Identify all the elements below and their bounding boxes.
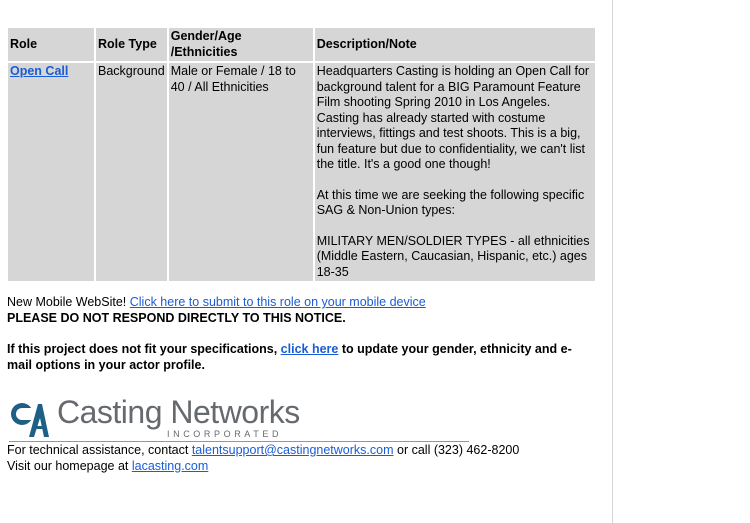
description-paragraph-3: MILITARY MEN/SOLDIER TYPES - all ethnicities (Middle Eastern, Caucasian, Hispanic, etc.) ages 18-35: [316, 233, 590, 279]
description-paragraph-2: At this time we are seeking the following specific SAG & Non-Union types:: [316, 187, 585, 217]
header-gender-age-line2: /Ethnicities: [170, 44, 238, 59]
logo-mark-icon: [9, 398, 49, 438]
tech-support-line: [7, 443, 519, 459]
home-prefix: Visit our homepage at: [7, 458, 129, 473]
update-profile-link[interactable]: click here: [280, 342, 339, 356]
cell-description: [315, 63, 595, 281]
logo-underline: [9, 441, 469, 442]
tech-suffix: or call (323) 462-8200: [397, 443, 520, 457]
header-description: Description/Note: [315, 28, 595, 61]
header-role-type: Role Type: [96, 28, 167, 61]
header-gender-age-line1: Gender/Age: [170, 29, 242, 43]
description-paragraph-1: Headquarters Casting is holding an Open Call for background talent for a BIG Paramount Feature Film shooting Spring 2010 in Los Angeles. Casting has already started with costume interviews, fittings and test shoots. This is a big, fun feature but due to confidentiality, we can't list the title. It's a good one though!: [316, 64, 590, 171]
footer: [7, 443, 519, 474]
casting-networks-logo: [9, 394, 469, 442]
mobile-prefix: New Mobile WebSite!: [7, 295, 127, 309]
fit-suffix: to update your gender, ethnicity and e-mail options in your actor profile.: [7, 342, 572, 372]
fit-prefix: If this project does not fit your specifications,: [7, 342, 278, 356]
mobile-line: [7, 295, 597, 311]
cell-role: [8, 63, 94, 281]
logo-name: Casting Networks: [57, 394, 300, 430]
roles-table: [6, 26, 597, 283]
table-row: [8, 63, 595, 281]
open-call-link[interactable]: Open Call: [10, 64, 69, 78]
tech-prefix: For technical assistance, contact: [7, 443, 189, 457]
fit-notice: [7, 342, 582, 373]
notice-block: [7, 295, 597, 326]
cell-role-type: Background: [96, 63, 167, 281]
homepage-line: [7, 459, 519, 475]
support-email-link[interactable]: talentsupport@castingnetworks.com: [191, 443, 394, 457]
cell-gender-age: Male or Female / 18 to 40 / All Ethnicities: [169, 63, 313, 281]
table-header-row: [8, 28, 595, 61]
mobile-submit-link[interactable]: Click here to submit to this role on your mobile device: [129, 295, 426, 309]
header-gender-age: [169, 28, 313, 61]
logo-subtitle: INCORPORATED: [167, 429, 283, 439]
page-divider: [612, 0, 613, 523]
do-not-respond-notice: PLEASE DO NOT RESPOND DIRECTLY TO THIS NOTICE.: [7, 310, 346, 325]
homepage-link[interactable]: lacasting.com: [131, 458, 209, 473]
header-role: Role: [8, 28, 94, 61]
